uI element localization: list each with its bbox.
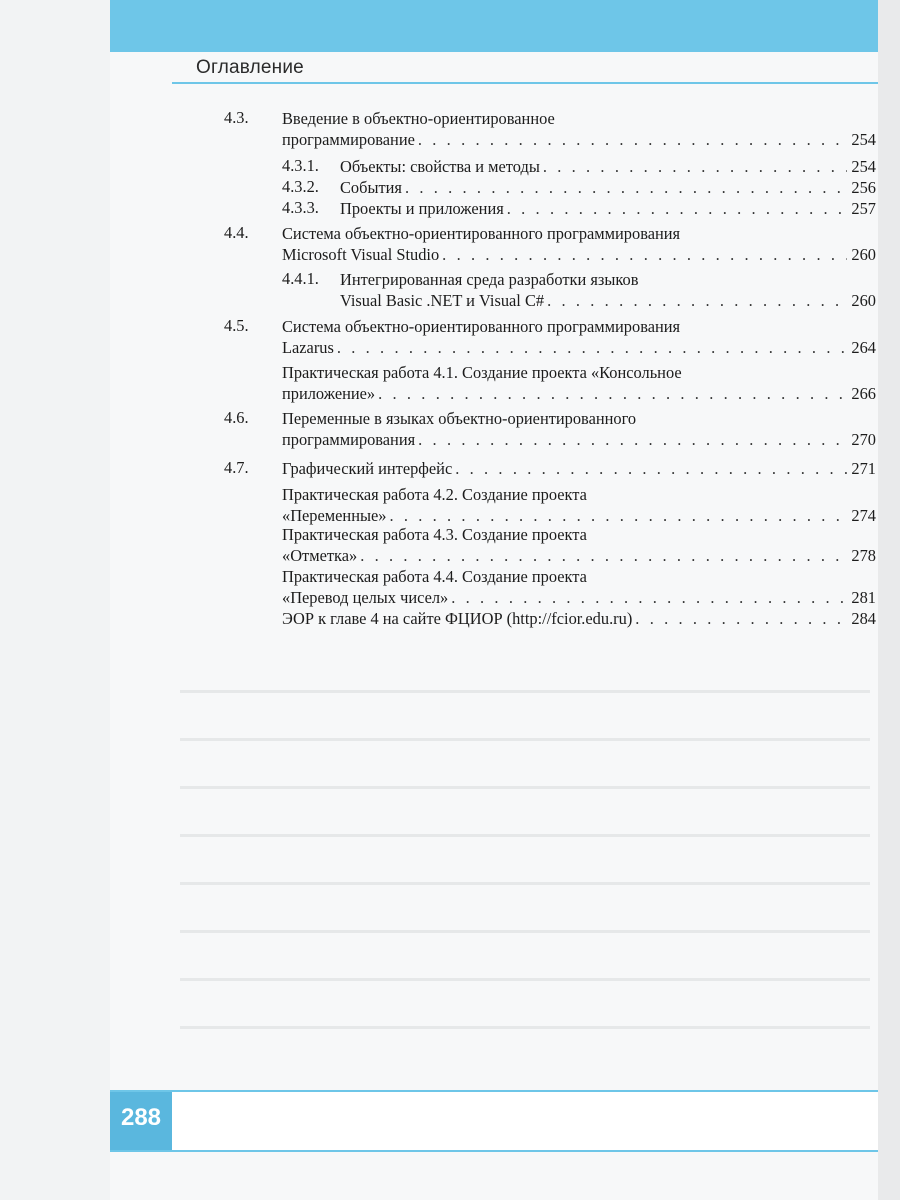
toc-page-number: 284 xyxy=(851,609,876,628)
toc-entry-number: 4.3.2. xyxy=(282,177,319,196)
toc-page-number: 281 xyxy=(851,588,876,607)
toc-entry-title: «Переменные» xyxy=(282,506,387,525)
toc-page-number: 271 xyxy=(851,459,876,478)
toc-entry-title: Практическая работа 4.2. Создание проекта xyxy=(282,485,587,504)
toc-entry-title: Microsoft Visual Studio xyxy=(282,245,440,264)
toc-entry-number: 4.3. xyxy=(224,108,249,127)
toc-page-number: 254 xyxy=(851,130,876,149)
header-rule xyxy=(172,82,878,84)
toc-entry-title: Система объектно-ориентированного программирования xyxy=(282,317,681,336)
toc-entry-practice-4-3[interactable] xyxy=(224,524,876,566)
toc-entry-4-3-3[interactable] xyxy=(224,198,876,219)
toc-entry-title: Проекты и приложения xyxy=(340,199,504,218)
leader-dots xyxy=(418,129,848,150)
leader-dots xyxy=(635,608,847,629)
leader-dots xyxy=(378,383,847,404)
show-through-line xyxy=(180,738,870,741)
toc-page-number: 254 xyxy=(851,157,876,176)
toc-entry-4-3[interactable] xyxy=(224,108,876,150)
toc-entry-title: Объекты: свойства и методы xyxy=(340,157,540,176)
toc-entry-number: 4.7. xyxy=(224,458,249,477)
leader-dots xyxy=(389,505,847,526)
toc-entry-title: «Перевод целых чисел» xyxy=(282,588,449,607)
toc-entry-practice-4-4[interactable] xyxy=(224,566,876,608)
leader-dots xyxy=(507,198,848,219)
toc-entry-title: Практическая работа 4.3. Создание проекта xyxy=(282,525,587,544)
toc-page-number: 260 xyxy=(851,245,876,264)
toc-entry-title: Введение в объектно-ориентированное xyxy=(282,109,555,128)
show-through-line xyxy=(180,882,870,885)
toc-entry-4-3-1[interactable] xyxy=(224,156,876,177)
show-through-line xyxy=(180,690,870,693)
toc-entry-title: Графический интерфейс xyxy=(282,459,453,478)
toc-page-number: 257 xyxy=(851,199,876,218)
leader-dots xyxy=(405,177,847,198)
toc-entry-title: Переменные в языках объектно-ориентированного xyxy=(282,409,637,428)
toc-entry-4-6[interactable] xyxy=(224,408,876,450)
toc-entry-practice-4-1[interactable] xyxy=(224,362,876,404)
toc-entry-number: 4.4.1. xyxy=(282,269,319,288)
toc-page-number: 260 xyxy=(851,291,876,310)
leader-dots xyxy=(547,290,847,311)
toc-page-number: 266 xyxy=(851,384,876,403)
toc-entry-title: «Отметка» xyxy=(282,546,358,565)
toc-entry-4-4[interactable] xyxy=(224,223,876,265)
running-header-title: Оглавление xyxy=(196,57,304,78)
leader-dots xyxy=(360,545,847,566)
toc-entry-title: Практическая работа 4.4. Создание проекта xyxy=(282,567,587,586)
leader-dots xyxy=(451,587,847,608)
leader-dots xyxy=(455,458,847,479)
toc-entry-number: 4.3.1. xyxy=(282,156,319,175)
toc-entry-number: 4.3.3. xyxy=(282,198,319,217)
page-number: 288 xyxy=(120,1104,162,1131)
show-through-line xyxy=(180,930,870,933)
toc-page-number: 264 xyxy=(851,338,876,357)
leader-dots xyxy=(337,337,848,358)
toc-entry-title: Lazarus xyxy=(282,338,334,357)
show-through-line xyxy=(180,978,870,981)
toc-entry-title: ЭОР к главе 4 на сайте ФЦИОР (http://fcior.edu.ru) xyxy=(282,609,633,628)
toc-entry-title: Visual Basic .NET и Visual C# xyxy=(340,291,545,310)
toc-entry-title: Интегрированная среда разработки языков xyxy=(340,270,639,289)
toc-entry-eor-chapter-4[interactable] xyxy=(224,608,876,629)
toc-entry-title: Практическая работа 4.1. Создание проекта «Консольное xyxy=(282,363,682,382)
show-through-line xyxy=(180,1026,870,1029)
show-through-line xyxy=(180,786,870,789)
show-through-line xyxy=(180,834,870,837)
leader-dots xyxy=(418,429,847,450)
leader-dots xyxy=(442,244,847,265)
footer-white-panel xyxy=(172,1092,878,1150)
toc-entry-title: программирования xyxy=(282,430,416,449)
toc-entry-title: программирование xyxy=(282,130,415,149)
toc-page-number: 256 xyxy=(851,178,876,197)
toc-page-number: 278 xyxy=(851,546,876,565)
toc-entry-number: 4.4. xyxy=(224,223,249,242)
toc-entry-4-7[interactable] xyxy=(224,458,876,479)
toc-page-number: 274 xyxy=(851,506,876,525)
toc-entry-number: 4.5. xyxy=(224,316,249,335)
header-color-band xyxy=(110,0,878,52)
toc-entry-title: События xyxy=(340,178,402,197)
page-gutter xyxy=(0,0,110,1200)
toc-page-number: 270 xyxy=(851,430,876,449)
toc-entry-title: приложение» xyxy=(282,384,376,403)
toc-entry-title: Система объектно-ориентированного программирования xyxy=(282,224,681,243)
toc-entry-practice-4-2[interactable] xyxy=(224,484,876,526)
page-edge xyxy=(878,0,900,1200)
toc-entry-4-4-1[interactable] xyxy=(224,269,876,311)
toc-entry-number: 4.6. xyxy=(224,408,249,427)
toc-entry-4-5[interactable] xyxy=(224,316,876,358)
toc-entry-4-3-2[interactable] xyxy=(224,177,876,198)
leader-dots xyxy=(543,156,848,177)
